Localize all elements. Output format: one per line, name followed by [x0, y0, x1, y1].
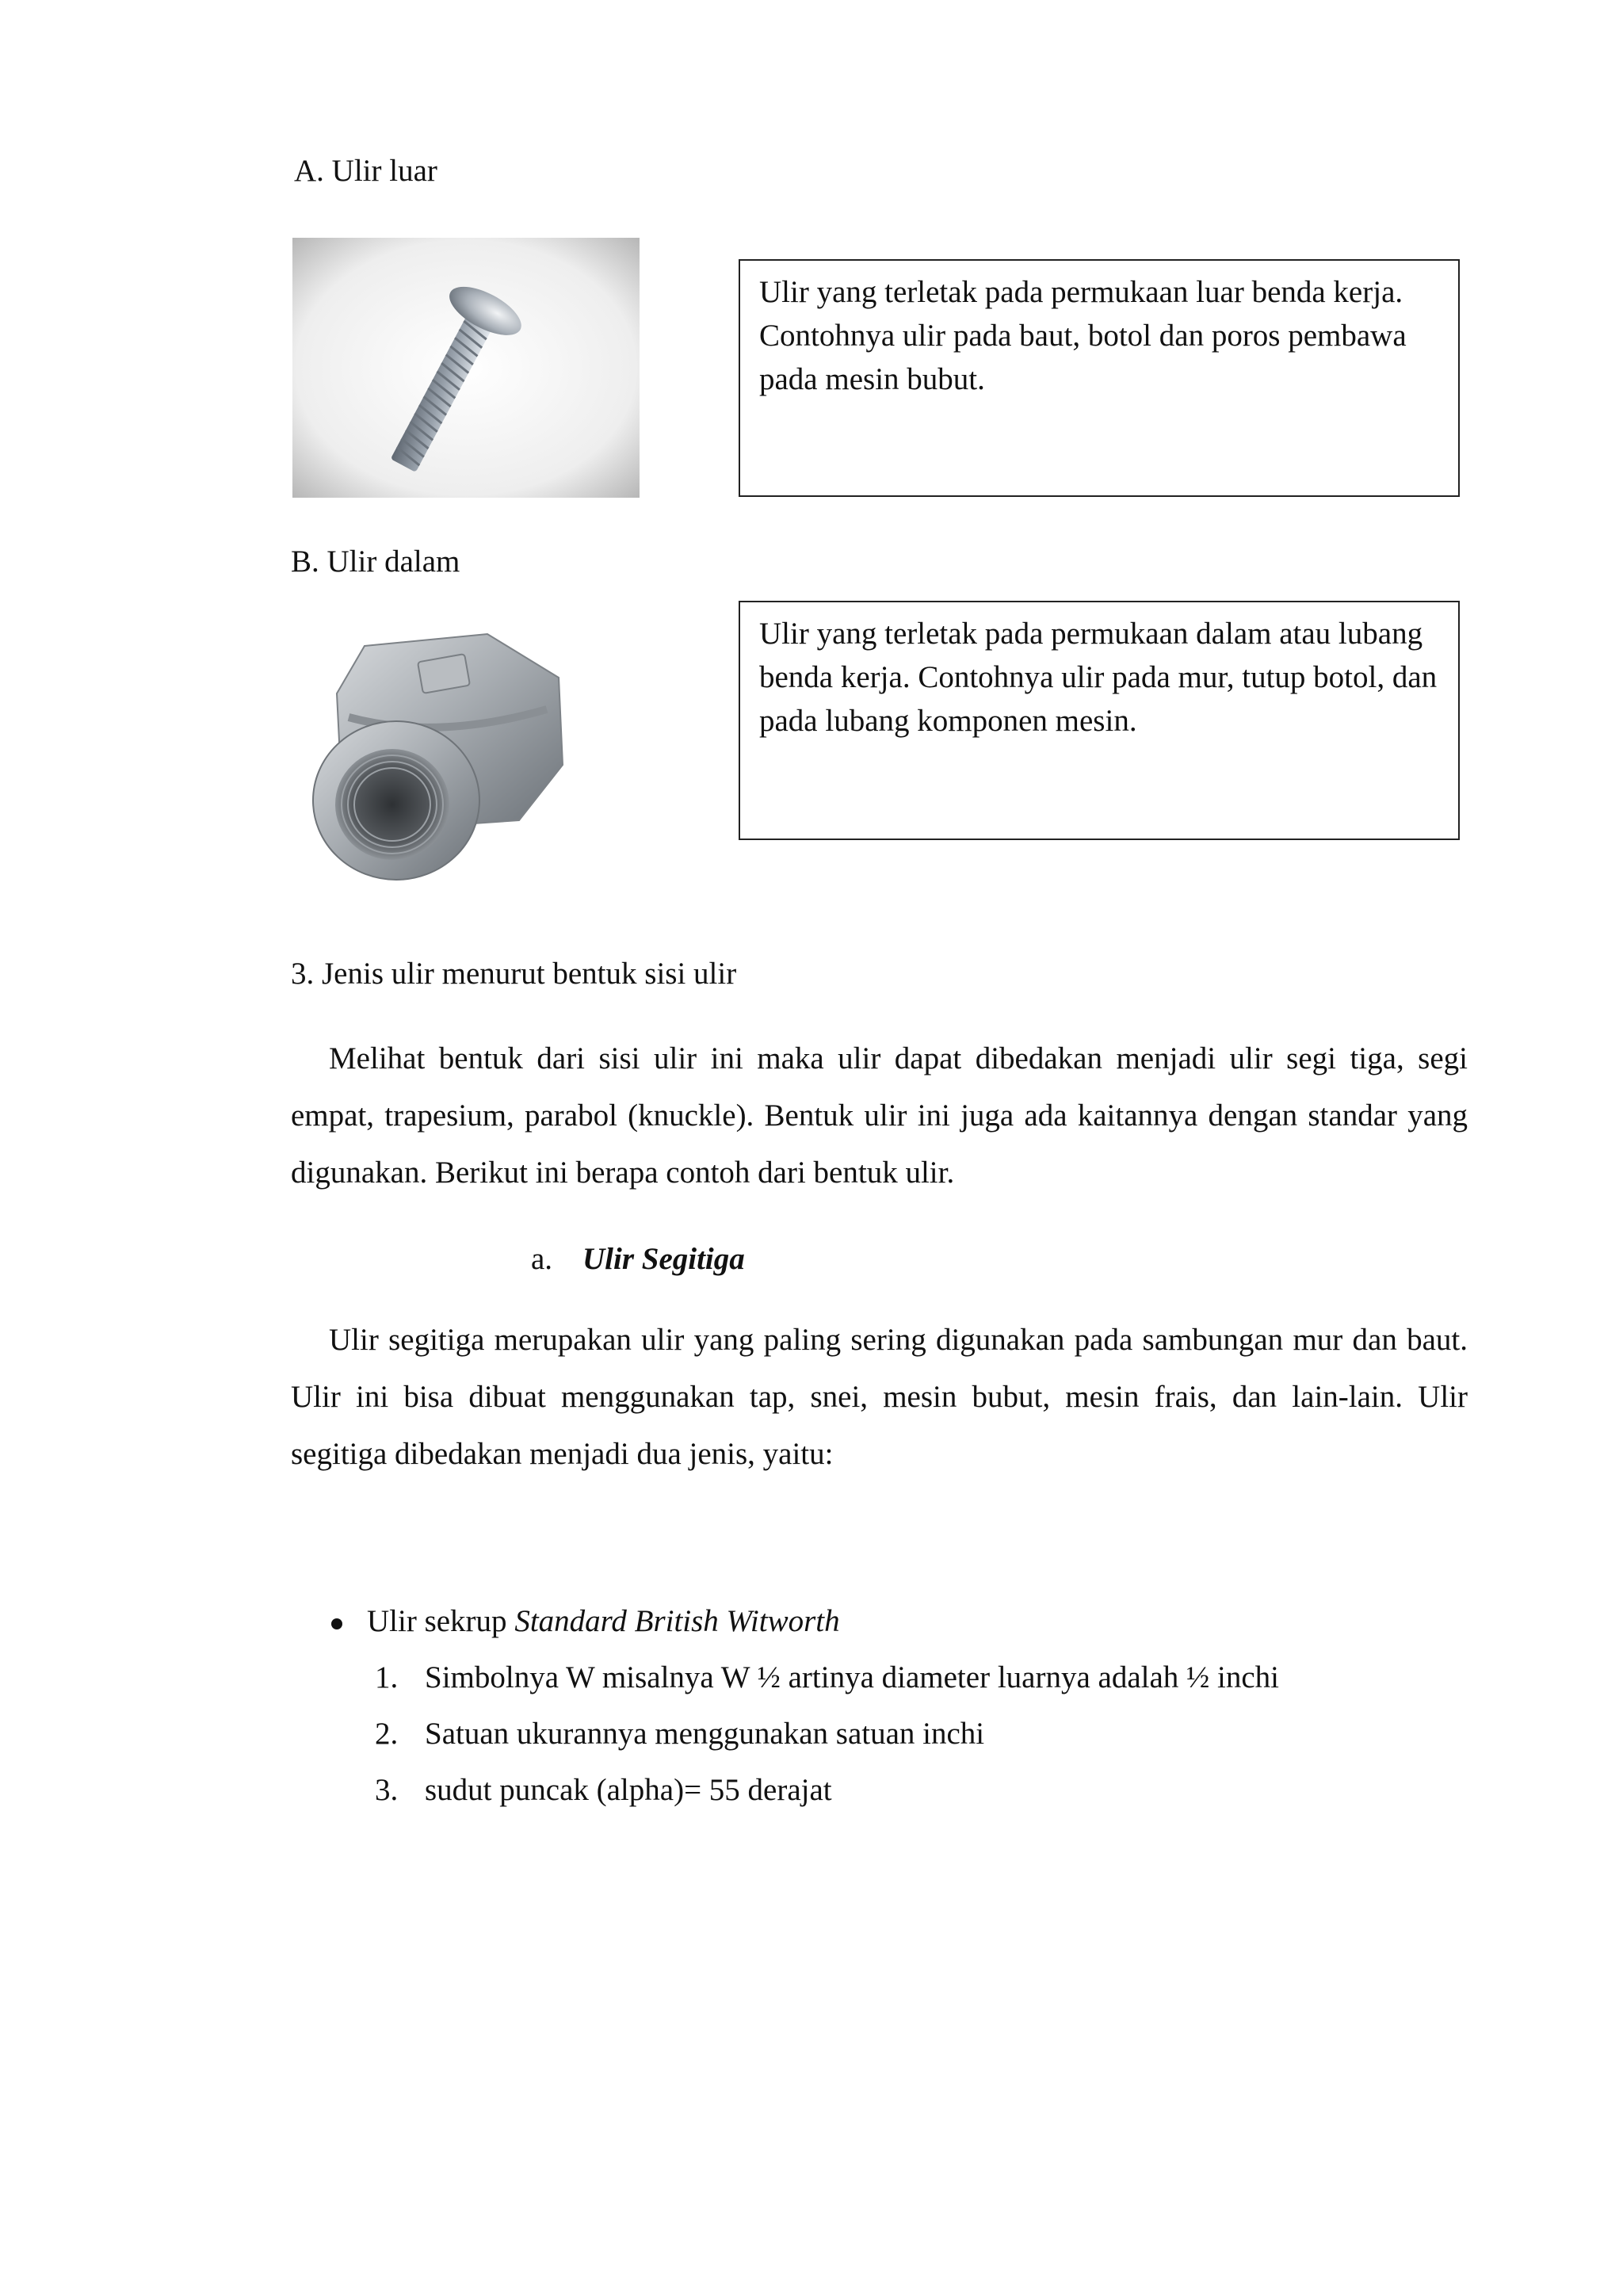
pipe-union-image: [293, 622, 579, 904]
section-b-heading: B. Ulir dalam: [291, 544, 460, 579]
section-b-description-box: [739, 601, 1460, 840]
section-3-heading: 3. Jenis ulir menurut bentuk sisi ulir: [291, 957, 737, 991]
section-a-heading: A. Ulir luar: [294, 154, 437, 188]
section-a-description: Ulir yang terletak pada permukaan luar benda kerja. Contohnya ulir pada baut, botol dan poros pembawa pada mesin bubut.: [759, 275, 1407, 396]
section-a-description-box: [739, 259, 1460, 497]
list-item-text: Simbolnya W misalnya W ½ artinya diameter luarnya adalah ½ inchi: [425, 1660, 1280, 1694]
list-item-number: 3.: [375, 1773, 399, 1807]
subsection-a-marker: a.: [531, 1242, 553, 1276]
bolt-illustration: [292, 238, 640, 498]
bullet-label: [367, 1603, 840, 1641]
section-b-description: Ulir yang terletak pada permukaan dalam atau lubang benda kerja. Contohnya ulir pada mur, tutup botol, dan pada lubang komponen mesin.: [759, 617, 1438, 738]
bolt-image: [292, 238, 640, 498]
list-item-text: Satuan ukurannya menggunakan satuan inchi: [425, 1717, 985, 1751]
section-3-paragraph: Melihat bentuk dari sisi ulir ini maka ulir dapat dibedakan menjadi ulir segi tiga, segi empat, trapesium, parabol (knuckle). Bentuk ulir ini juga ada kaitannya dengan standar yang digunakan. Berikut ini berapa contoh dari bentuk ulir.: [291, 1041, 1468, 1190]
pipe-union-illustration: [293, 622, 579, 904]
bullet-dot-icon: [331, 1618, 342, 1629]
subsection-a-title: Ulir Segitiga: [582, 1242, 745, 1276]
subsection-a-paragraph: Ulir segitiga merupakan ulir yang paling sering digunakan pada sambungan mur dan baut. Ulir ini bisa dibuat menggunakan tap, snei, mesin bubut, mesin frais, dan lain-lain. Ulir segitiga dibedakan menjadi dua jenis, yaitu:: [291, 1323, 1468, 1471]
list-item-text: sudut puncak (alpha)= 55 derajat: [425, 1773, 832, 1807]
list-item-number: 1.: [375, 1660, 399, 1694]
bullet-label-plain: Ulir sekrup: [367, 1604, 515, 1638]
bullet-label-italic: Standard British Witworth: [514, 1604, 840, 1638]
list-item-number: 2.: [375, 1717, 399, 1751]
